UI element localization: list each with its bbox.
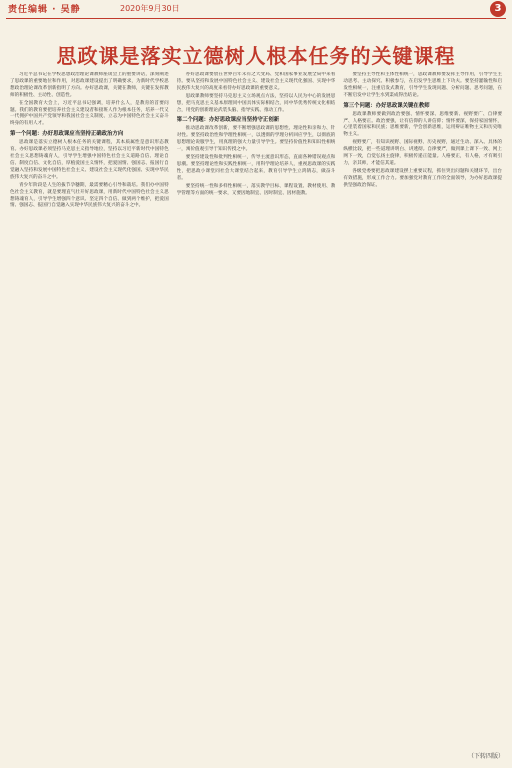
paragraph: 各级党委要把思政课建设摆上重要议程，抓住突出问题和关键环节，出台有效措施，形成工作合力。要加强党对教育工作的全面领导，为办好思政课提供坚强政治保证。 xyxy=(343,168,503,188)
header-rule xyxy=(6,18,506,19)
paragraph: 要坚持建设性和批判性相统一，传导主流意识形态，直面各种错误观点和思潮。要坚持理论性和实践性相统一，用科学理论培养人，重视思政课的实践性，把思政小课堂同社会大课堂结合起来，教育引导学生立鸿鹄志，做奋斗者。 xyxy=(176,155,336,181)
paragraph: 思政课教师要坚持马克思主义立场观点方法，坚持以人民为中心的发展思想，把马克思主义基本原理同中国具体实际相结合，同中华优秀传统文化相结合，用党的创新理论武装头脑、指导实践、推动工作。 xyxy=(176,93,336,113)
paragraph: 视野要广，有知识视野、国际视野、历史视野，通过生动、深入、具体的纵横比较，把一些道理讲明白、讲透彻。自律要严，做到课上课下一致、网上网下一致，自觉弘扬主旋律，积极传递正能量。人格要正，有人格，才有吸引力，亲其师，才能信其道。 xyxy=(343,140,503,166)
paragraph: 青少年阶段是人生的拔节孕穗期，最需要精心引导和栽培。我们办中国特色社会主义教育，就是要理直气壮开好思政课，用新时代中国特色社会主义思想铸魂育人，引导学生增强四个意识、坚定四个自信、做到两个维护，把爱国情、强国志、报国行自觉融入实现中华民族伟大复兴的奋斗之中。 xyxy=(10,182,169,209)
paragraph: 推动思政课改革创新，要不断增强思政课的思想性、理论性和亲和力、针对性。要坚持政治性和学理性相统一，以透彻的学理分析回应学生，以彻底的思想理论说服学生，用真理的强大力量引导学生。要坚持价值性和知识性相统一，寓价值观引导于知识传授之中。 xyxy=(176,126,336,153)
page-number-badge: 3 xyxy=(490,1,506,17)
section-heading: 第二个问题：办好思政课应当坚持守正创新 xyxy=(176,117,280,124)
issue-date: 2020年9月30日 xyxy=(120,4,180,13)
continued-note: （下转四版） xyxy=(467,753,504,760)
paragraph: 办好思政课要放在世界百年未有之大变局、党和国家事业发展全局中来看待。要从坚持和发展中国特色社会主义、建设社会主义现代化强国、实现中华民族伟大复兴的高度来看待办好思政课的重要意义。 xyxy=(176,72,336,91)
paragraph: 要坚持主导性和主体性相统一，思政课教师要发挥主导作用，引导学生主动思考、主动探究、积极参与，在启发学生思维上下功夫。要坚持灌输性和启发性相统一，注重启发式教育，引导学生发现问题、分析问题、思考问题，在不断启发中让学生水到渠成得出结论。 xyxy=(343,72,503,98)
section-heading: 第一个问题：办好思政课应当坚持正确政治方向 xyxy=(10,131,124,138)
paragraph: 习近平总书记在学校思想政治理论课教师座谈会上的重要讲话，深刻阐述了思政课的重要地位和作用，对思政课建设提出了明确要求，为新时代学校思想政治理论课改革创新指明了方向。办好思政课，关键在教师，关键在发挥教师的积极性、主动性、创造性。 xyxy=(10,72,169,98)
article-title: 思政课是落实立德树人根本任务的关键课程 xyxy=(56,44,456,68)
column-3 xyxy=(343,72,502,758)
paragraph: 思政课是落实立德树人根本任务的关键课程，其本质属性是意识形态教育。办好思政课必须坚持马克思主义指导地位，坚持以习近平新时代中国特色社会主义思想铸魂育人，引导学生增强中国特色社会主义道路自信、理论自信、制度自信、文化自信，厚植爱国主义情怀，把爱国情、强国志、报国行自觉融入坚持和发展中国特色社会主义、建设社会主义现代化强国、实现中华民族伟大复兴的奋斗之中。 xyxy=(10,140,169,180)
column-1 xyxy=(10,72,169,758)
paragraph: 思政课教师要做到政治要强、情怀要深、思维要新、视野要广、自律要严、人格要正。政治要强，让有信仰的人讲信仰；情怀要深，保持家国情怀，心里装着国家和民族；思维要新，学会创新思维，运用辩证唯物主义和历史唯物主义。 xyxy=(343,111,503,138)
paragraph: 在全国教育大会上，习近平总书记强调，培养什么人，是教育的首要问题。我们的教育要把培养社会主义建设者和接班人作为根本任务，培养一代又一代拥护中国共产党领导和我国社会主义制度、立志为中国特色社会主义奋斗终身的有用人才。 xyxy=(10,100,169,127)
article-body xyxy=(10,72,502,758)
section-heading: 第三个问题：办好思政课关键在教师 xyxy=(343,102,430,109)
masthead: 责任编辑 · 吴静 xyxy=(8,5,81,15)
page-header xyxy=(0,0,512,20)
column-2 xyxy=(177,72,336,758)
paragraph: 要坚持统一性和多样性相统一，落实教学目标、课程设置、教材使用、教学管理等方面的统一要求，又要因地制宜、因时制宜、因材施教。 xyxy=(176,183,336,196)
